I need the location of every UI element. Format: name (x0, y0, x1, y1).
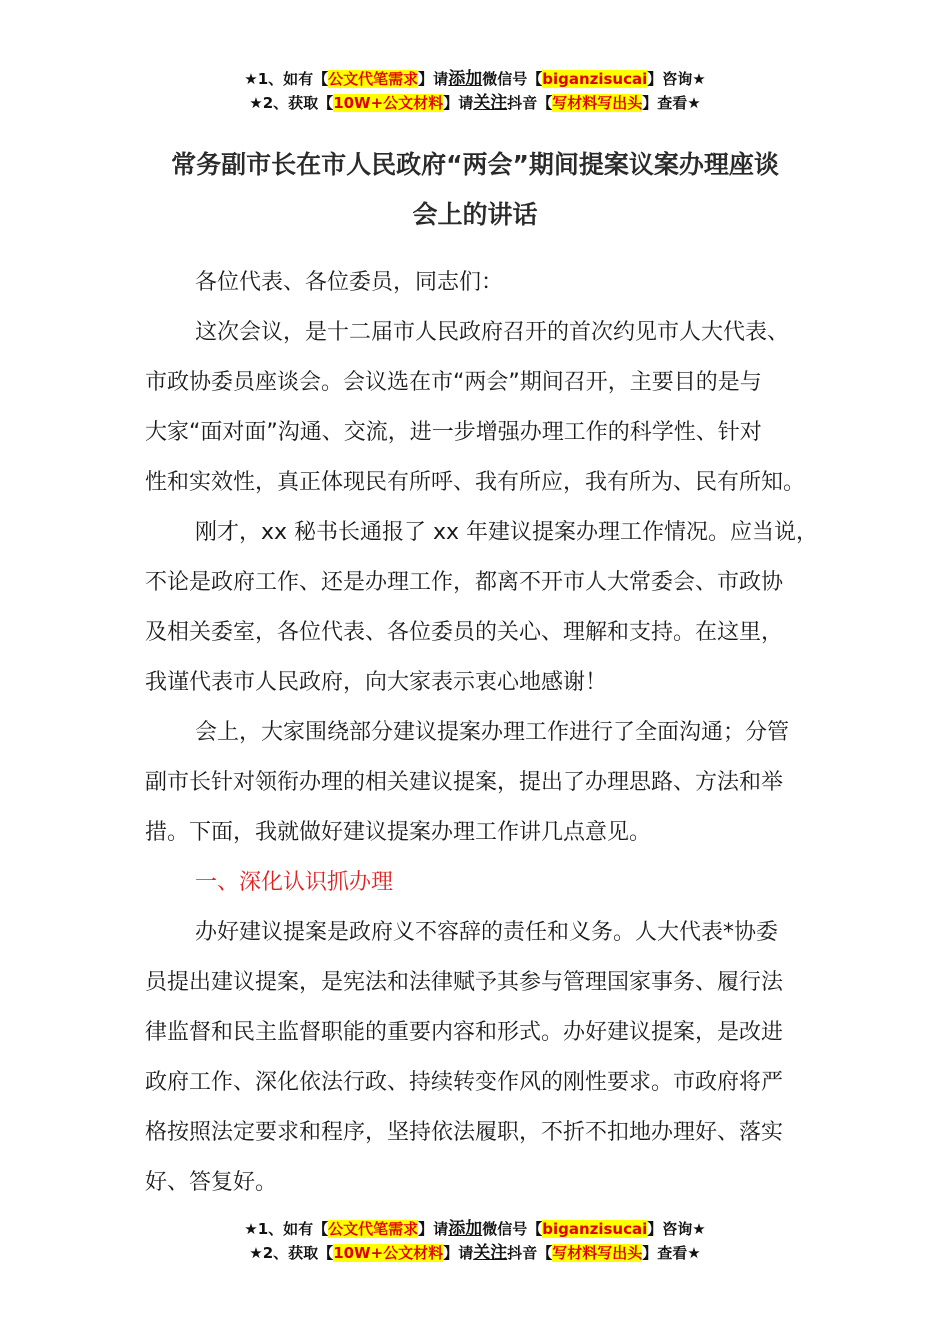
paragraph-line: 好、答复好。 (145, 1170, 278, 1195)
banner-emphasis: 关注 (473, 93, 508, 113)
banner-text: ★1、如有【 (244, 70, 329, 88)
banner-highlight: 写材料写出头 (552, 1244, 643, 1262)
document-title-line-2: 会上的讲话 (412, 200, 538, 229)
paragraph-line: 不论是政府工作、还是办理工作，都离不开市人大常委会、市政协 (145, 570, 784, 595)
document-title-line-1: 常务副市长在市人民政府“两会”期间提案议案办理座谈 (171, 150, 779, 179)
paragraph-line: 性和实效性，真正体现民有所呼、我有所应，我有所为、民有所知。 (145, 470, 806, 495)
banner-line-2 (0, 91, 950, 115)
header-banner (0, 67, 950, 115)
banner-text: 】咨询★ (647, 70, 706, 88)
paragraph-line: 措。下面，我就做好建议提案办理工作讲几点意见。 (145, 820, 652, 845)
banner-text: 抖音【 (507, 1244, 553, 1262)
paragraph-line: 大家“面对面”沟通、交流，进一步增强办理工作的科学性、针对 (145, 420, 762, 445)
banner-line-2 (0, 1241, 950, 1265)
banner-text: 微信号【 (482, 70, 543, 88)
paragraph-line: 员提出建议提案，是宪法和法律赋予其参与管理国家事务、履行法 (145, 970, 784, 995)
banner-text: 】请 (418, 1220, 449, 1238)
banner-emphasis: 添加 (448, 1219, 483, 1239)
banner-highlight: biganzisucai (542, 1220, 648, 1238)
document-body (145, 258, 825, 1208)
paragraph-line: 刚才，xx 秘书长通报了 xx 年建议提案办理工作情况。应当说， (195, 520, 819, 545)
paragraph-line: 会上，大家围绕部分建议提案办理工作进行了全面沟通；分管 (195, 720, 790, 745)
banner-highlight: 写材料写出头 (552, 94, 643, 112)
banner-emphasis: 关注 (473, 1243, 508, 1263)
paragraph-line: 政府工作、深化依法行政、持续转变作风的刚性要求。市政府将严 (145, 1070, 784, 1095)
banner-emphasis: 添加 (448, 69, 483, 89)
banner-highlight: 公文代笔需求 (328, 1220, 419, 1238)
paragraph-line: 律监督和民主监督职能的重要内容和形式。办好建议提案，是改进 (145, 1020, 784, 1045)
banner-text: 微信号【 (482, 1220, 543, 1238)
banner-text: 抖音【 (507, 94, 553, 112)
paragraph-line: 我谨代表市人民政府，向大家表示衷心地感谢！ (145, 670, 608, 695)
paragraph-line: 市政协委员座谈会。会议选在市“两会”期间召开，主要目的是与 (145, 370, 762, 395)
paragraph-line: 格按照法定要求和程序，坚持依法履职，不折不扣地办理好、落实 (145, 1120, 784, 1145)
banner-text: 】查看★ (642, 1244, 701, 1262)
salutation: 各位代表、各位委员，同志们： (195, 270, 504, 295)
footer-banner (0, 1217, 950, 1265)
paragraph-line: 及相关委室，各位代表、各位委员的关心、理解和支持。在这里， (145, 620, 784, 645)
banner-highlight: 10W+公文材料 (333, 1244, 444, 1262)
paragraph-line: 办好建议提案是政府义不容辞的责任和义务。人大代表*协委 (195, 920, 779, 945)
banner-text: 】请 (443, 94, 474, 112)
banner-text: ★2、获取【 (249, 1244, 334, 1262)
banner-text: 】请 (443, 1244, 474, 1262)
banner-text: 】咨询★ (647, 1220, 706, 1238)
banner-text: 】请 (418, 70, 449, 88)
paragraph-line: 这次会议，是十二届市人民政府召开的首次约见市人大代表、 (195, 320, 790, 345)
banner-line-1 (0, 1217, 950, 1241)
banner-highlight: biganzisucai (542, 70, 648, 88)
banner-line-1 (0, 67, 950, 91)
section-heading: 一、深化认识抓办理 (195, 870, 394, 895)
banner-text: 】查看★ (642, 94, 701, 112)
banner-highlight: 公文代笔需求 (328, 70, 419, 88)
banner-text: ★2、获取【 (249, 94, 334, 112)
paragraph-line: 副市长针对领衔办理的相关建议提案，提出了办理思路、方法和举 (145, 770, 784, 795)
banner-text: ★1、如有【 (244, 1220, 329, 1238)
banner-highlight: 10W+公文材料 (333, 94, 444, 112)
